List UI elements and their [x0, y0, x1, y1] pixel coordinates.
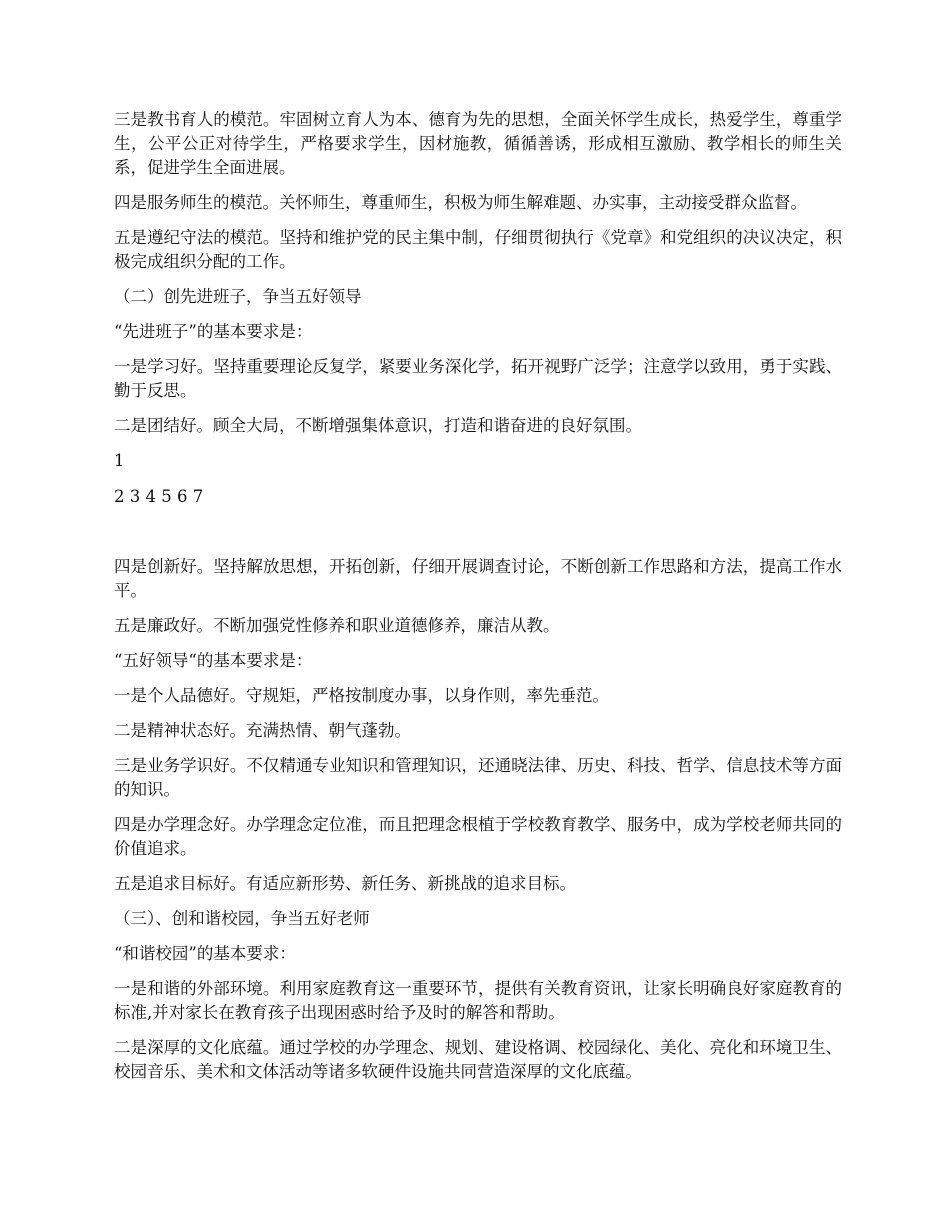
paragraph-personal-morality: 一是个人品德好。守规矩，严格按制度办事，以身作则，率先垂范。	[114, 686, 609, 705]
paragraph-leader-requirements-intro: “五好领导“的基本要求是：	[114, 651, 313, 670]
document-body	[114, 108, 842, 1095]
paragraph-integrity-good: 五是廉政好。不断加强党性修养和职业道德修养，廉洁从教。	[114, 616, 560, 635]
paragraph-study-good: 一是学习好。坚持重要理论反复学，紧要业务深化学，拓开视野广泛学；注意学以致用，勇于实践、勤于反思。	[114, 357, 842, 400]
paragraph-law-model: 五是遵纪守法的模范。坚持和维护党的民主集中制，仔细贯彻执行《党章》和党组织的决议决定，积极完成组织分配的工作。	[114, 228, 842, 271]
paragraph-external-environment: 一是和谐的外部环境。利用家庭教育这一重要环节，提供有关教育资讯，让家长明确良好家庭教育的标准,并对家长在教育孩子出现困惑时给予及时的解答和帮助。	[114, 979, 842, 1022]
paragraph-school-philosophy: 四是办学理念好。办学理念定位准，而且把理念根植于学校教育教学、服务中，成为学校老师共同的价值追求。	[114, 815, 842, 858]
paragraph-innovation-good: 四是创新好。坚持解放思想，开拓创新，仔细开展调查讨论，不断创新工作思路和方法，提高工作水平。	[114, 557, 842, 600]
paragraph-unity-good: 二是团结好。顾全大局，不断增强集体意识，打造和谐奋进的良好氛围。	[114, 416, 642, 435]
paragraph-spirit: 二是精神状态好。充满热情、朝气蓬勃。	[114, 721, 411, 740]
paragraph-service-model: 四是服务师生的模范。关怀师生，尊重师生，积极为师生解难题、办实事，主动接受群众监督。	[114, 193, 807, 212]
page-number-current: 1	[114, 451, 125, 470]
section-heading-harmonious-campus: （三）、创和谐校园，争当五好老师	[114, 909, 370, 928]
paragraph-cultural-heritage: 二是深厚的文化底蕴。通过学校的办学理念、规划、建设格调、校园绿化、美化、亮化和环境卫生、校园音乐、美术和文体活动等诸多软硬件设施共同营造深厚的文化底蕴。	[114, 1038, 842, 1081]
paragraph-campus-requirements-intro: “和谐校园”的基本要求：	[114, 944, 296, 963]
page-number-list: 2 3 4 5 6 7	[114, 487, 204, 506]
paragraph-teaching-model: 三是教书育人的模范。牢固树立育人为本、德育为先的思想，全面关怀学生成长，热爱学生，尊重学生，公平公正对待学生，严格要求学生，因材施教，循循善诱，形成相互激励、教学相长的师生关系，促进学生全面进展。	[114, 110, 842, 177]
paragraph-knowledge: 三是业务学识好。不仅精通专业知识和管理知识，还通晓法律、历史、科技、哲学、信息技术等方面的知识。	[114, 756, 842, 799]
section-heading-advanced-team: （二）创先进班子，争当五好领导	[114, 287, 362, 306]
paragraph-goals: 五是追求目标好。有适应新形势、新任务、新挑战的追求目标。	[114, 874, 576, 893]
paragraph-team-requirements-intro: “先进班子”的基本要求是：	[114, 322, 313, 341]
